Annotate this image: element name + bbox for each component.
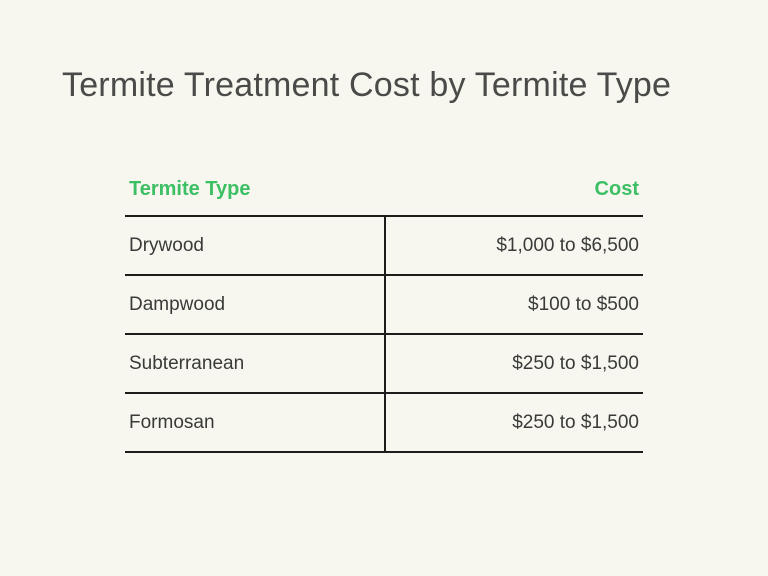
- cell-cost: $100 to $500: [385, 275, 643, 334]
- table-row: [125, 275, 643, 334]
- cell-cost: $250 to $1,500: [385, 393, 643, 452]
- page-title: Termite Treatment Cost by Termite Type: [62, 66, 672, 104]
- cell-termite-type: Subterranean: [125, 334, 385, 393]
- cost-table-container: [125, 178, 643, 453]
- cell-cost: $250 to $1,500: [385, 334, 643, 393]
- table-header: [125, 178, 643, 216]
- cost-table: [125, 178, 643, 453]
- table-row: [125, 393, 643, 452]
- column-header-termite-type: Termite Type: [129, 178, 251, 200]
- table-header-row: [125, 178, 643, 216]
- cell-termite-type: Drywood: [125, 216, 385, 275]
- cell-termite-type: Dampwood: [125, 275, 385, 334]
- table-row: [125, 334, 643, 393]
- cell-cost: $1,000 to $6,500: [385, 216, 643, 275]
- table-row: [125, 216, 643, 275]
- cell-termite-type: Formosan: [125, 393, 385, 452]
- column-header-cost: Cost: [594, 178, 639, 200]
- table-body: [125, 216, 643, 452]
